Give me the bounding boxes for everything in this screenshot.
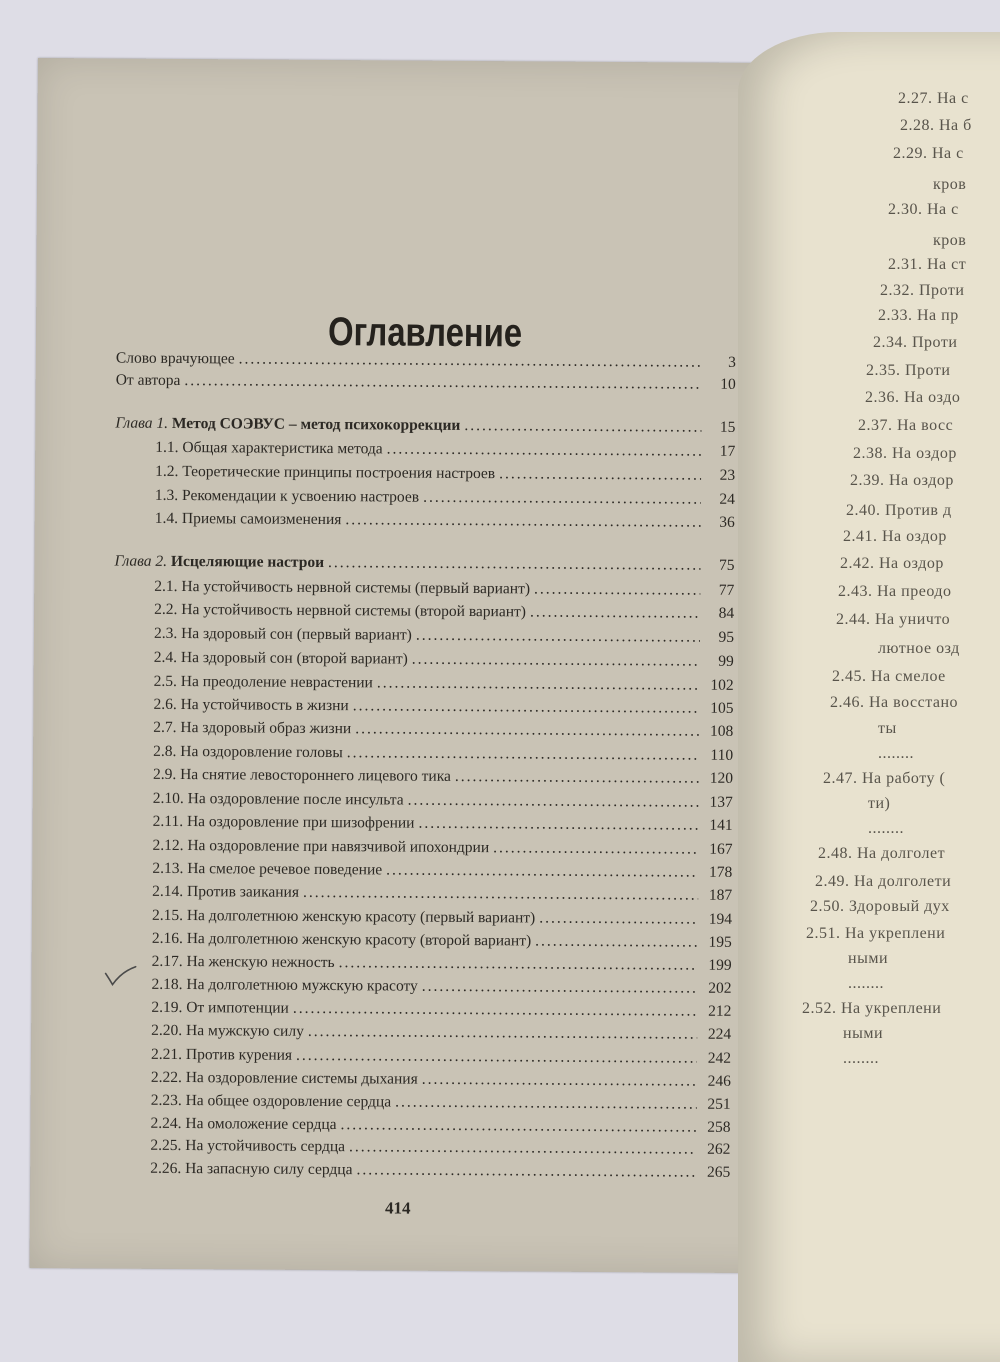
page-title: Оглавление: [327, 310, 523, 356]
toc-entry-title: [112, 907, 535, 928]
toc-entry-page: 108: [710, 722, 734, 740]
toc-entry: [113, 809, 733, 835]
toc-entry: [112, 879, 732, 905]
toc-entry: [114, 621, 734, 647]
toc-dot-leader: [303, 884, 698, 905]
toc-entry-page: 195: [708, 933, 732, 951]
toc-entry: [111, 1065, 731, 1091]
toc-entry-label: 2.2. На устойчивость нервной системы (второй вариант): [154, 600, 527, 621]
toc-dot-leader: [539, 910, 698, 929]
right-page-fragment: 2.36. На оздо: [865, 389, 961, 406]
right-page-fragment: ти): [868, 795, 891, 812]
toc-entry-label: 1.2. Теоретические принципы построения настроев: [155, 462, 496, 483]
right-page-fragment: 2.50. Здоровый дух: [810, 898, 950, 915]
toc-dot-leader: [422, 978, 698, 998]
toc-entry-label: Слово врачующее: [115, 349, 235, 368]
handwritten-check-mark-icon: [104, 963, 138, 987]
toc-entry-title: [113, 813, 415, 833]
toc-entry-page: 110: [710, 746, 734, 764]
toc-entry-label: 2.10. На оздоровление после инсульта: [152, 789, 404, 809]
toc-entry-label: 2.11. На оздоровление при шизофрении: [152, 812, 415, 832]
toc-entry-label: 2.6. На устойчивость в жизни: [153, 695, 349, 715]
left-page: [30, 58, 838, 1274]
toc-entry-label: Метод СОЭВУС – метод психокоррекции: [171, 414, 461, 434]
toc-entry: [114, 597, 734, 623]
toc-entry-page: 105: [710, 699, 734, 717]
toc-dot-leader: [349, 1138, 696, 1158]
toc-dot-leader: [296, 1047, 697, 1068]
right-page-fragment: 2.48. На долголет: [818, 845, 946, 862]
toc-entry: [115, 506, 735, 532]
toc-entry-label: Исцеляющие настрои: [170, 552, 325, 572]
toc-entry-label: 2.8. На оздоровление головы: [153, 742, 343, 762]
right-page-fragment: 2.27. На с: [898, 90, 969, 107]
toc-entry-label: 2.5. На преодоление неврастении: [153, 672, 373, 692]
toc-entry-title: [116, 372, 181, 390]
right-page-fragment: 2.32. Проти: [880, 282, 965, 299]
right-page-fragment: 2.31. На ст: [888, 256, 967, 273]
toc-entry: [112, 833, 732, 859]
toc-entry-label: 2.9. На снятие левостороннего лицевого тика: [152, 765, 451, 785]
toc-entry: [114, 669, 734, 695]
toc-entry-label: 2.20. На мужскую силу: [151, 1021, 304, 1040]
toc-entry-page: 167: [709, 840, 733, 858]
toc-entry-title: [115, 487, 419, 507]
right-page-fragment: 2.35. Проти: [866, 362, 951, 379]
toc-entry-label: 2.16. На долголетнюю женскую красоту (второй вариант): [151, 929, 532, 950]
toc-entry-title: [116, 350, 235, 369]
toc-entry-label: 2.22. На оздоровление системы дыхания: [150, 1068, 418, 1088]
right-page-fragment: 2.46. На восстано: [830, 694, 959, 711]
right-page-fragment: 2.43. На преодо: [838, 583, 952, 600]
toc-entry-title: [111, 1092, 392, 1112]
toc-entry-label: 1.3. Рекомендации к усвоению настроев: [154, 486, 420, 506]
toc-entry-title: [110, 1137, 345, 1157]
toc-entry-page: 137: [709, 793, 733, 811]
toc-entry: [116, 368, 736, 394]
toc-dot-leader: [455, 768, 699, 788]
toc-entry-title: [111, 1115, 337, 1135]
toc-entry-page: 77: [718, 581, 735, 599]
toc-entry-label: 2.17. На женскую нежность: [151, 952, 335, 972]
toc-dot-leader: [464, 417, 701, 437]
toc-entry: [114, 574, 734, 600]
page-number: 414: [384, 1198, 411, 1218]
toc-entry-page: 187: [708, 886, 733, 904]
toc-entry-page: 84: [718, 604, 735, 622]
right-page-fragment: 2.30. На с: [888, 201, 959, 218]
toc-dot-leader: [395, 1094, 697, 1114]
right-page-fragment: 2.33. На пр: [878, 307, 959, 324]
toc-dot-leader: [423, 489, 701, 509]
right-page-fragment: 2.37. На восс: [858, 417, 954, 434]
toc-entry-page: 258: [707, 1118, 731, 1136]
toc-chapter-prefix: Глава 2.: [114, 552, 171, 570]
toc-entry: [115, 483, 735, 509]
toc-entry-page: 15: [719, 418, 736, 436]
toc-dot-leader: [530, 603, 700, 622]
toc-entry-page: 242: [707, 1049, 732, 1067]
toc-entry-page: 23: [719, 466, 736, 484]
right-page-fragment: 2.44. На уничто: [836, 611, 951, 628]
toc-dot-leader: [356, 1161, 696, 1181]
toc-entry-label: 2.21. Против курения: [150, 1045, 293, 1064]
toc-entry-page: 75: [718, 556, 735, 574]
toc-entry-title: [112, 860, 382, 880]
toc-entry-page: 265: [706, 1163, 731, 1181]
toc-dot-leader: [412, 651, 700, 671]
toc-entry-page: 246: [707, 1072, 731, 1090]
toc-entry-title: [115, 463, 495, 484]
toc-entry-title: [113, 743, 343, 763]
right-page: [738, 32, 1000, 1362]
right-page-fragment: кров: [933, 176, 967, 193]
toc-entry-title: [110, 1160, 352, 1180]
toc-entry: [114, 645, 734, 671]
toc-chapter-prefix: Глава 1.: [115, 414, 172, 432]
right-page-fragment: ными: [843, 1025, 883, 1042]
toc-dot-leader: [308, 1023, 697, 1044]
toc-entry-title: [111, 1046, 292, 1065]
toc-dot-leader: [408, 792, 699, 812]
toc-entry-title: [111, 976, 417, 996]
right-page-fragment: ........: [843, 1050, 879, 1067]
toc-entry-page: 194: [708, 910, 733, 928]
toc-entry: [112, 856, 732, 882]
toc-dot-leader: [422, 1071, 697, 1091]
toc-entry-title: [114, 578, 530, 599]
toc-entry-label: 1.1. Общая характеристика метода: [155, 438, 383, 458]
toc-dot-leader: [353, 697, 700, 717]
right-page-fragment: 2.29. На с: [893, 145, 964, 162]
toc-entry: [111, 1042, 731, 1068]
toc-dot-leader: [347, 744, 699, 764]
toc-dot-leader: [184, 372, 702, 394]
toc-entry-title: [112, 883, 299, 902]
toc-dot-leader: [345, 511, 700, 531]
toc-entry-page: 251: [707, 1095, 731, 1113]
right-page-fragment: 2.40. Против д: [846, 502, 952, 519]
toc-entry-label: 2.1. На устойчивость нервной системы (первый вариант): [154, 577, 531, 598]
toc-entry-page: 224: [707, 1025, 732, 1043]
right-page-fragment: 2.52. На укреплени: [802, 1000, 942, 1017]
toc-entry-title: [111, 1069, 418, 1089]
right-page-fragment: кров: [933, 232, 967, 249]
toc-entry-label: 2.23. На общее оздоровление сердца: [150, 1091, 392, 1111]
toc-entry-title: [112, 930, 531, 951]
toc-entry-label: 2.18. На долголетнюю мужскую красоту: [151, 975, 418, 995]
right-page-fragment: 2.38. На оздор: [853, 445, 957, 462]
toc-dot-leader: [416, 627, 700, 647]
right-page-fragment: 2.28. На б: [900, 117, 972, 134]
toc-entry-page: 178: [709, 863, 733, 881]
toc-dot-leader: [418, 815, 698, 835]
toc-entry-page: 3: [728, 353, 736, 371]
toc-entry: [113, 715, 733, 741]
toc-entry: [113, 786, 733, 812]
toc-entry-label: 2.3. На здоровый сон (первый вариант): [153, 624, 412, 644]
right-page-fragment: ты: [878, 720, 897, 737]
right-page-fragment: ........: [848, 975, 884, 992]
toc-entry: [112, 949, 732, 975]
toc-entry-label: 2.13. На смелое речевое поведение: [152, 859, 383, 879]
toc-entry-label: 2.15. На долголетнюю женскую красоту (первый вариант): [151, 906, 536, 927]
toc-entry-page: 212: [708, 1002, 732, 1020]
toc-entry-title: [114, 625, 412, 645]
toc-dot-leader: [355, 720, 699, 740]
right-page-fragment: ........: [878, 745, 914, 762]
toc-entry-title: [113, 719, 351, 739]
toc-dot-leader: [493, 839, 698, 858]
toc-entry-title: [113, 696, 348, 716]
toc-dot-leader: [387, 440, 702, 460]
toc-entry-label: От автора: [115, 371, 181, 390]
toc-entry: [113, 692, 733, 718]
toc-entry: [110, 1133, 730, 1159]
toc-dot-leader: [339, 954, 698, 975]
right-page-fragment: ........: [868, 820, 904, 837]
toc-entry: [111, 1088, 731, 1114]
toc-entry-page: 10: [720, 375, 736, 393]
toc-entry-label: 2.12. На оздоровление при навязчивой ипохондрии: [152, 836, 490, 857]
right-page-fragment: лютное озд: [878, 640, 960, 657]
toc-entry-label: 2.25. На устойчивость сердца: [150, 1136, 346, 1156]
toc-entry: [115, 459, 735, 485]
toc-entry-title: [115, 510, 342, 530]
toc-entry-title: [114, 649, 408, 669]
toc-entry-page: 262: [707, 1140, 731, 1158]
right-page-fragment: 2.49. На долголети: [815, 873, 952, 890]
toc-entry-label: 2.19. От импотенции: [151, 998, 289, 1017]
toc-entry-title: [114, 601, 526, 622]
toc-entry: [111, 1018, 731, 1044]
toc-entry-page: 141: [709, 816, 733, 834]
right-page-fragment: 2.42. На оздор: [840, 555, 944, 572]
right-page-fragment: 2.39. На оздор: [850, 472, 954, 489]
toc-entry: [113, 739, 733, 765]
toc-entry-label: 2.24. На омоложение сердца: [150, 1114, 337, 1134]
toc-dot-leader: [293, 1000, 698, 1021]
toc-entry-label: 2.26. На запасную силу сердца: [150, 1159, 353, 1179]
toc-entry-page: 202: [708, 979, 732, 997]
toc-entry-title: [115, 439, 383, 459]
toc-entry-title: [111, 999, 289, 1018]
toc-entry: [112, 926, 732, 952]
toc-entry-page: 36: [719, 513, 735, 531]
right-page-fragment: ными: [848, 950, 888, 967]
toc-dot-leader: [499, 465, 701, 484]
toc-entry-label: 2.4. На здоровый сон (второй вариант): [153, 648, 408, 668]
toc-entry-title: [114, 553, 324, 572]
toc-entry: [112, 903, 732, 929]
toc-entry: [111, 972, 731, 998]
toc-entry-page: 24: [719, 490, 735, 508]
toc-entry: [115, 411, 735, 437]
toc-entry-title: [114, 673, 373, 693]
toc-entry: [110, 1156, 730, 1182]
toc-entry: [113, 762, 733, 788]
toc-entry-page: 99: [718, 652, 734, 670]
toc-dot-leader: [386, 861, 698, 881]
toc-entry-page: 199: [708, 956, 732, 974]
toc-entry-title: [111, 1022, 304, 1041]
toc-entry: [114, 549, 734, 575]
toc-entry-label: 2.14. Против заикания: [152, 882, 300, 901]
toc-entry-page: 95: [718, 628, 735, 646]
toc-entry-label: 2.7. На здоровый образ жизни: [153, 718, 352, 738]
toc-entry: [115, 435, 735, 461]
toc-entry-page: 120: [709, 769, 734, 787]
right-page-fragment: 2.51. На укреплени: [806, 925, 946, 942]
toc-dot-leader: [377, 674, 700, 694]
toc-dot-leader: [534, 580, 700, 599]
right-page-fragment: 2.34. Проти: [873, 334, 958, 351]
right-page-fragment: 2.45. На смелое: [832, 668, 946, 685]
toc-entry-title: [113, 766, 451, 786]
toc-entry-title: [113, 790, 404, 810]
toc-dot-leader: [535, 932, 698, 951]
toc-entry-title: [112, 837, 489, 858]
right-page-fragment: 2.47. На работу (: [823, 770, 946, 787]
toc-entry-label: 1.4. Приемы самоизменения: [154, 509, 342, 529]
toc-dot-leader: [328, 554, 701, 575]
toc-entry-page: 102: [710, 676, 734, 694]
toc-entry-title: [115, 415, 460, 435]
toc-entry: [111, 995, 731, 1021]
toc-entry-title: [112, 953, 335, 973]
right-page-fragment: 2.41. На оздор: [843, 528, 947, 545]
toc-entry-page: 17: [719, 442, 736, 460]
